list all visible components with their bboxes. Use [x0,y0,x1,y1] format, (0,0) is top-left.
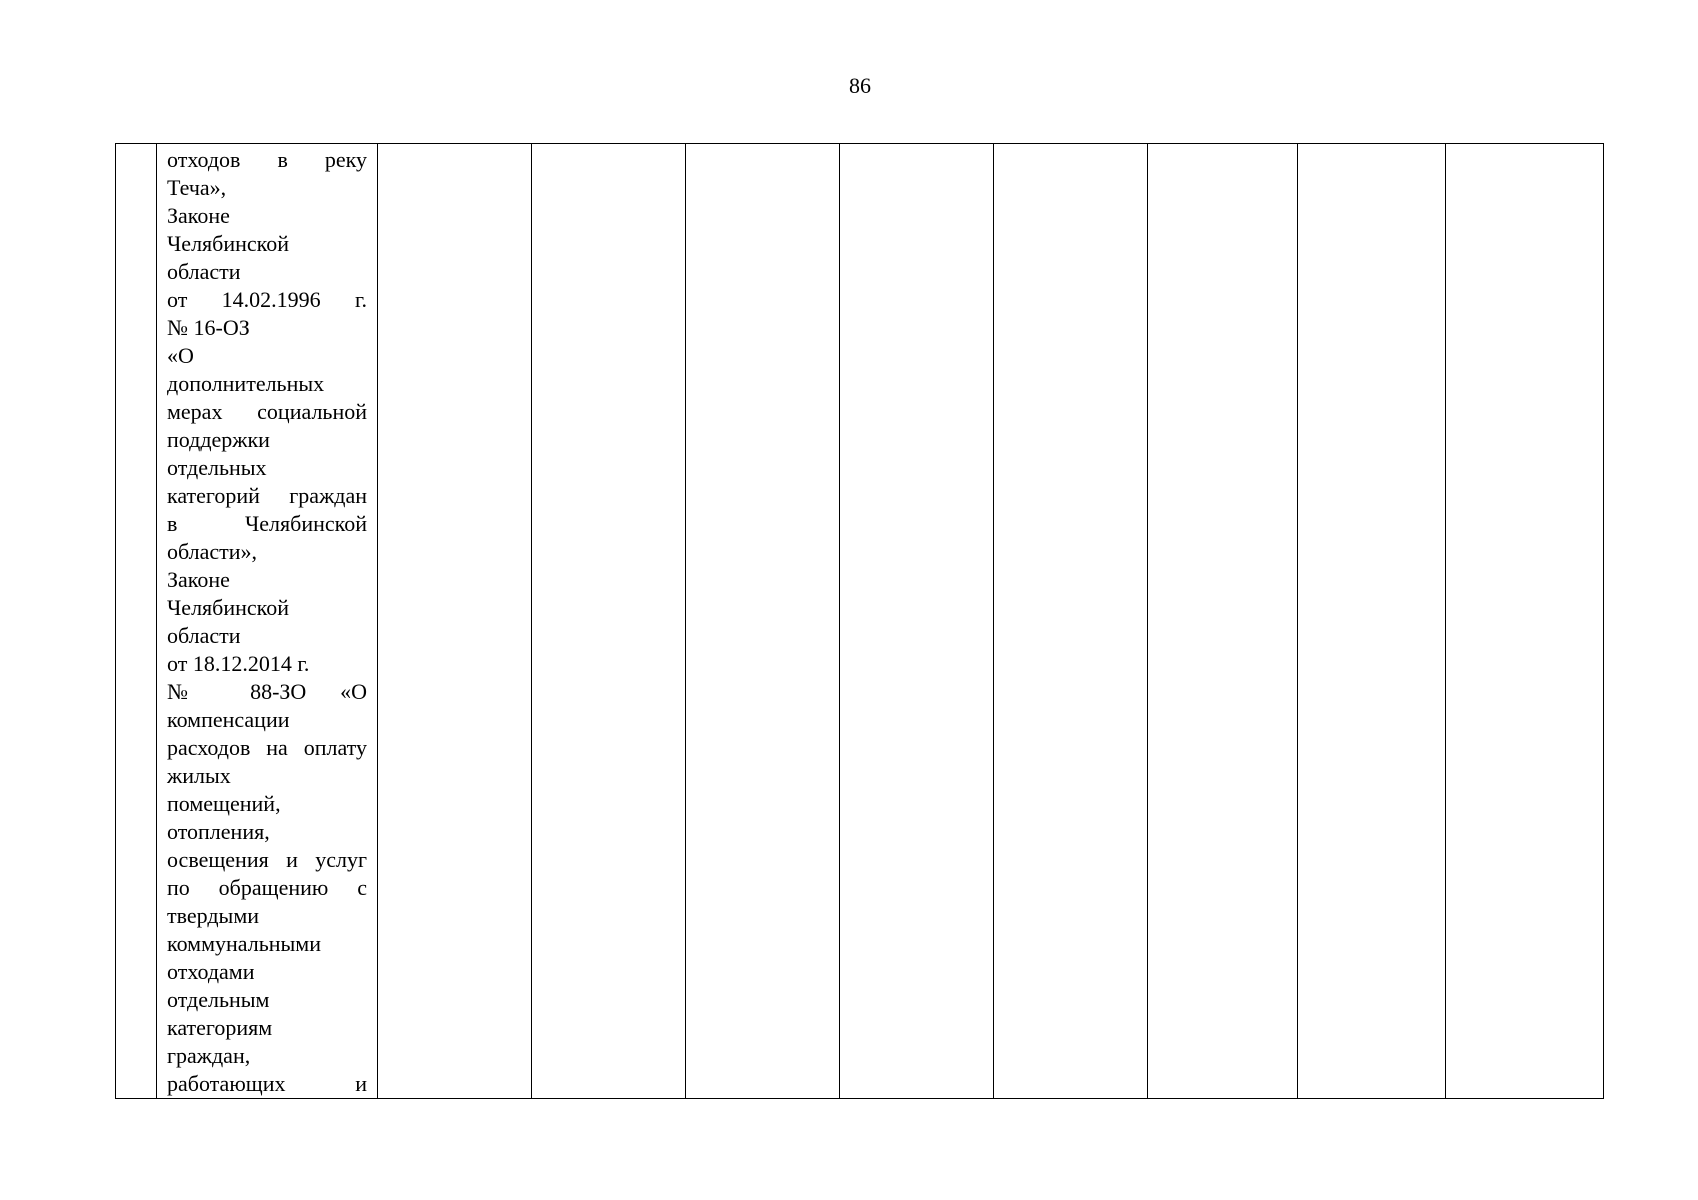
cell-text-line: отходов в реку [167,147,367,172]
cell-text-line: области», [167,539,258,564]
cell-text-line: области [167,623,241,648]
cell-text-line: № 88-ЗО «О [167,679,367,704]
cell-text-line: расходов на оплату [167,735,367,760]
cell-text-line: дополнительных [167,371,325,396]
table-cell-legal-basis [157,144,378,1099]
cell-text-line: поддержки [167,427,270,452]
table-cell-empty [1298,144,1446,1099]
cell-text-line: от 14.02.1996 г. [167,287,367,312]
cell-text-line: освещения и услуг [167,847,367,872]
cell-text-line: Законе [167,567,230,592]
cell-text-line: отдельных [167,455,267,480]
cell-text-line: по обращению с [167,875,367,900]
table-cell-number [116,144,157,1099]
cell-text-line: помещений, [167,791,281,816]
table-cell-empty [532,144,686,1099]
cell-text-line: Челябинской [167,231,290,256]
cell-text-line: области [167,259,241,284]
cell-text-line: отопления, [167,819,270,844]
cell-text-line: граждан, [167,1043,251,1068]
cell-text-line: Челябинской [167,595,290,620]
table-cell-empty [994,144,1148,1099]
cell-text-line: работающих и [167,1071,367,1096]
cell-text-line: в Челябинской [167,511,367,536]
table-cell-empty [686,144,840,1099]
table-cell-empty [840,144,994,1099]
cell-text-line: категориям [167,1015,273,1040]
cell-text-line: твердыми [167,903,260,928]
cell-text-line: от 18.12.2014 г. [167,651,310,676]
table-cell-empty [378,144,532,1099]
cell-text-line: коммунальными [167,931,321,956]
cell-text-line: Законе [167,203,230,228]
table-row [116,144,1604,1099]
document-table [115,143,1604,1099]
cell-text-line: «О [167,343,194,368]
cell-text-line: Теча», [167,175,227,200]
cell-text-line: № 16-ОЗ [167,315,250,340]
table-cell-empty [1148,144,1298,1099]
cell-text-line: жилых [167,763,231,788]
cell-text-line: отходами [167,959,255,984]
cell-text-line: отдельным [167,987,270,1012]
cell-text-line: категорий граждан [167,483,367,508]
cell-text-line: мерах социальной [167,399,367,424]
cell-text-line: компенсации [167,707,290,732]
table-cell-empty [1446,144,1604,1099]
page-number: 86 [849,73,871,98]
